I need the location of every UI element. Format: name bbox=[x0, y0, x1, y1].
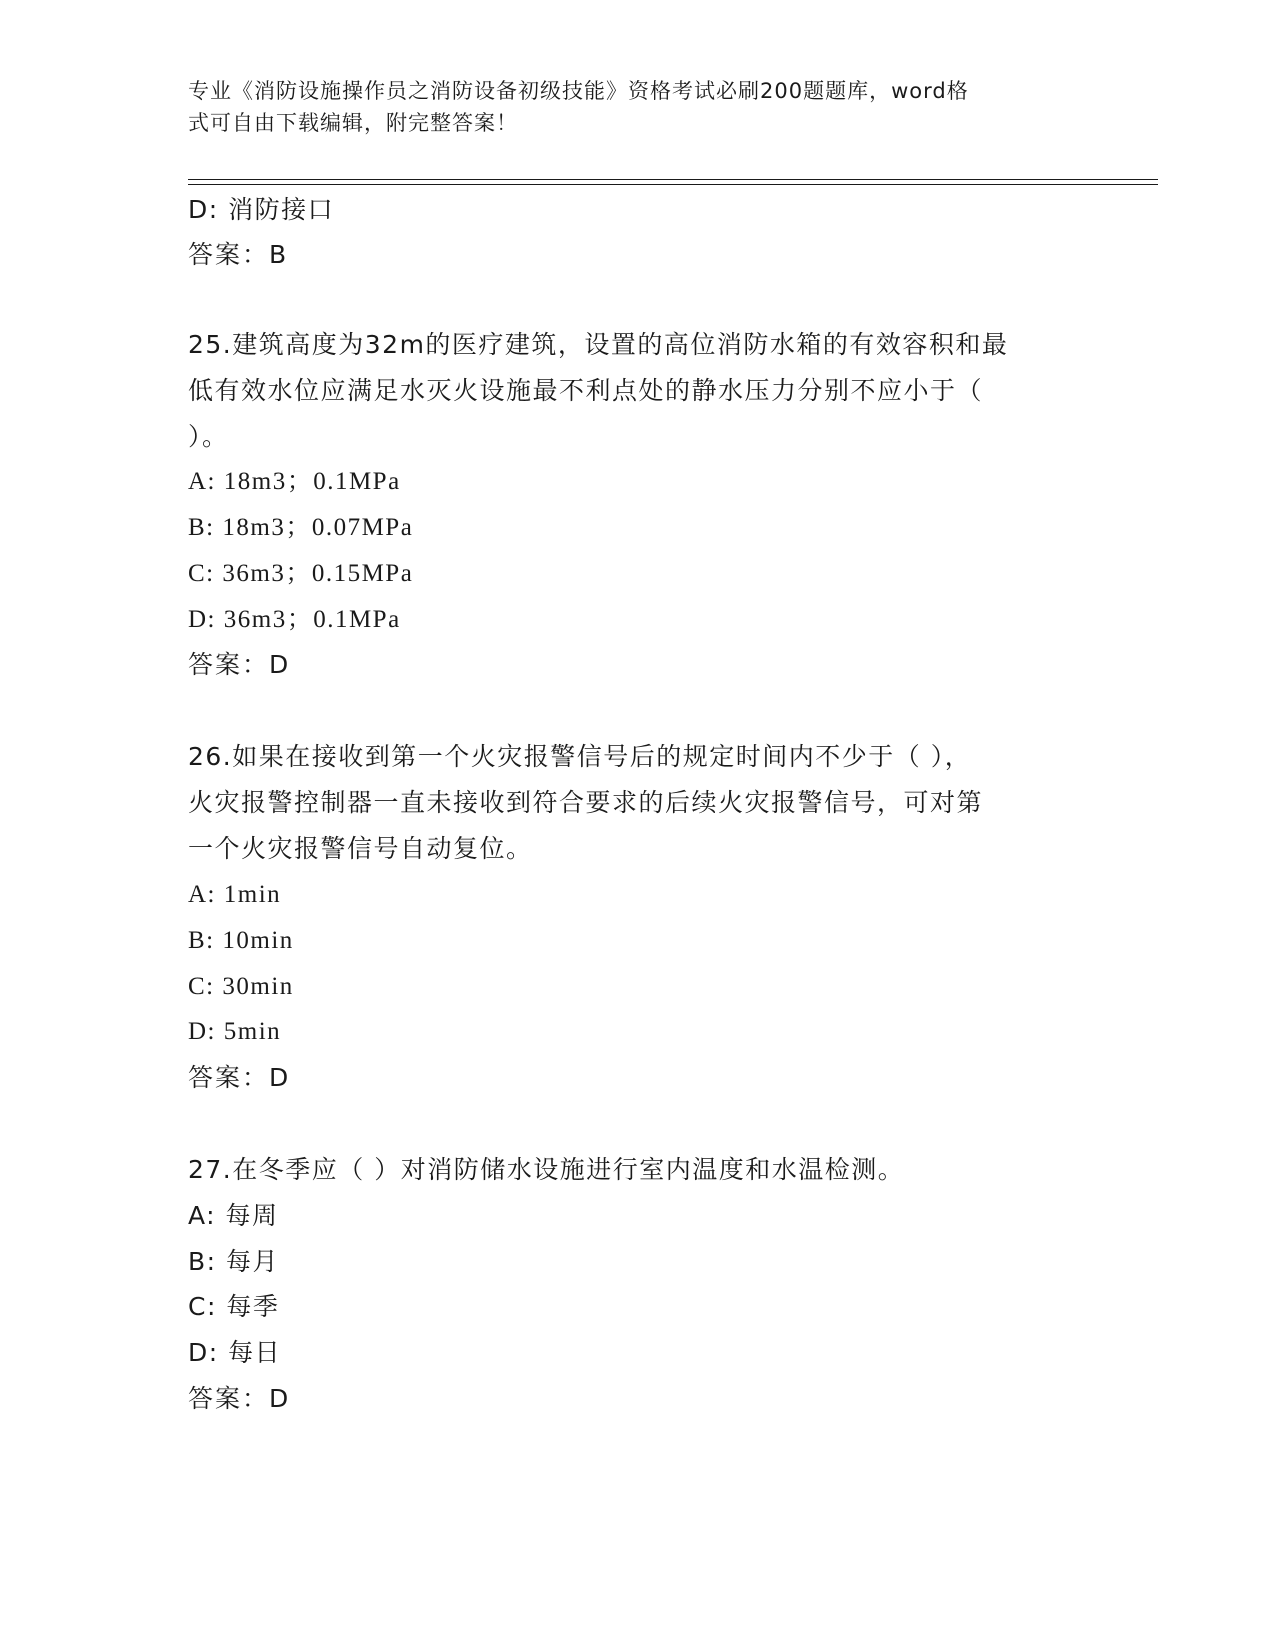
q26-option-b: B: 10min bbox=[188, 927, 294, 954]
header-title-line-1: 专业《消防设施操作员之消防设备初级技能》资格考试必刷200题题库，word格 bbox=[188, 79, 969, 103]
q25-option-d: D: 36m3；0.1MPa bbox=[188, 606, 401, 633]
q26-option-d: D: 5min bbox=[188, 1018, 282, 1045]
prev-option-d: D: 消防接口 bbox=[188, 195, 335, 224]
q25-answer: 答案：D bbox=[188, 650, 291, 679]
header-divider-bottom bbox=[188, 184, 1158, 185]
q25-text-line-1: 25.建筑高度为32m的医疗建筑，设置的高位消防水箱的有效容积和最 bbox=[188, 330, 1009, 359]
q25-text-line-3: ）。 bbox=[188, 422, 229, 451]
q25-option-b: B: 18m3；0.07MPa bbox=[188, 514, 414, 541]
q26-text-line-3: 一个火灾报警信号自动复位。 bbox=[188, 834, 533, 863]
q27-option-a: A: 每周 bbox=[188, 1201, 279, 1230]
q27-option-b: B: 每月 bbox=[188, 1247, 280, 1276]
q26-answer: 答案：D bbox=[188, 1063, 291, 1092]
header-title-line-2: 式可自由下载编辑，附完整答案！ bbox=[188, 111, 518, 135]
q25-text-line-2: 低有效水位应满足水灭火设施最不利点处的静水压力分别不应小于（ bbox=[188, 376, 984, 405]
q26-option-c: C: 30min bbox=[188, 973, 294, 1000]
q26-text-line-1: 26.如果在接收到第一个火灾报警信号后的规定时间内不少于（ ）， bbox=[188, 742, 972, 771]
header-divider-top bbox=[188, 179, 1158, 180]
q27-option-d: D: 每日 bbox=[188, 1338, 282, 1367]
q26-text-line-2: 火灾报警控制器一直未接收到符合要求的后续火灾报警信号，可对第 bbox=[188, 788, 984, 817]
q27-option-c: C: 每季 bbox=[188, 1292, 280, 1321]
q25-option-c: C: 36m3；0.15MPa bbox=[188, 560, 414, 587]
q25-option-a: A: 18m3；0.1MPa bbox=[188, 468, 401, 495]
prev-answer: 答案：B bbox=[188, 240, 289, 269]
document-header bbox=[188, 75, 1068, 139]
q27-answer: 答案：D bbox=[188, 1384, 291, 1413]
q27-text-line-1: 27.在冬季应（ ）对消防储水设施进行室内温度和水温检测。 bbox=[188, 1155, 905, 1184]
q26-option-a: A: 1min bbox=[188, 881, 282, 908]
